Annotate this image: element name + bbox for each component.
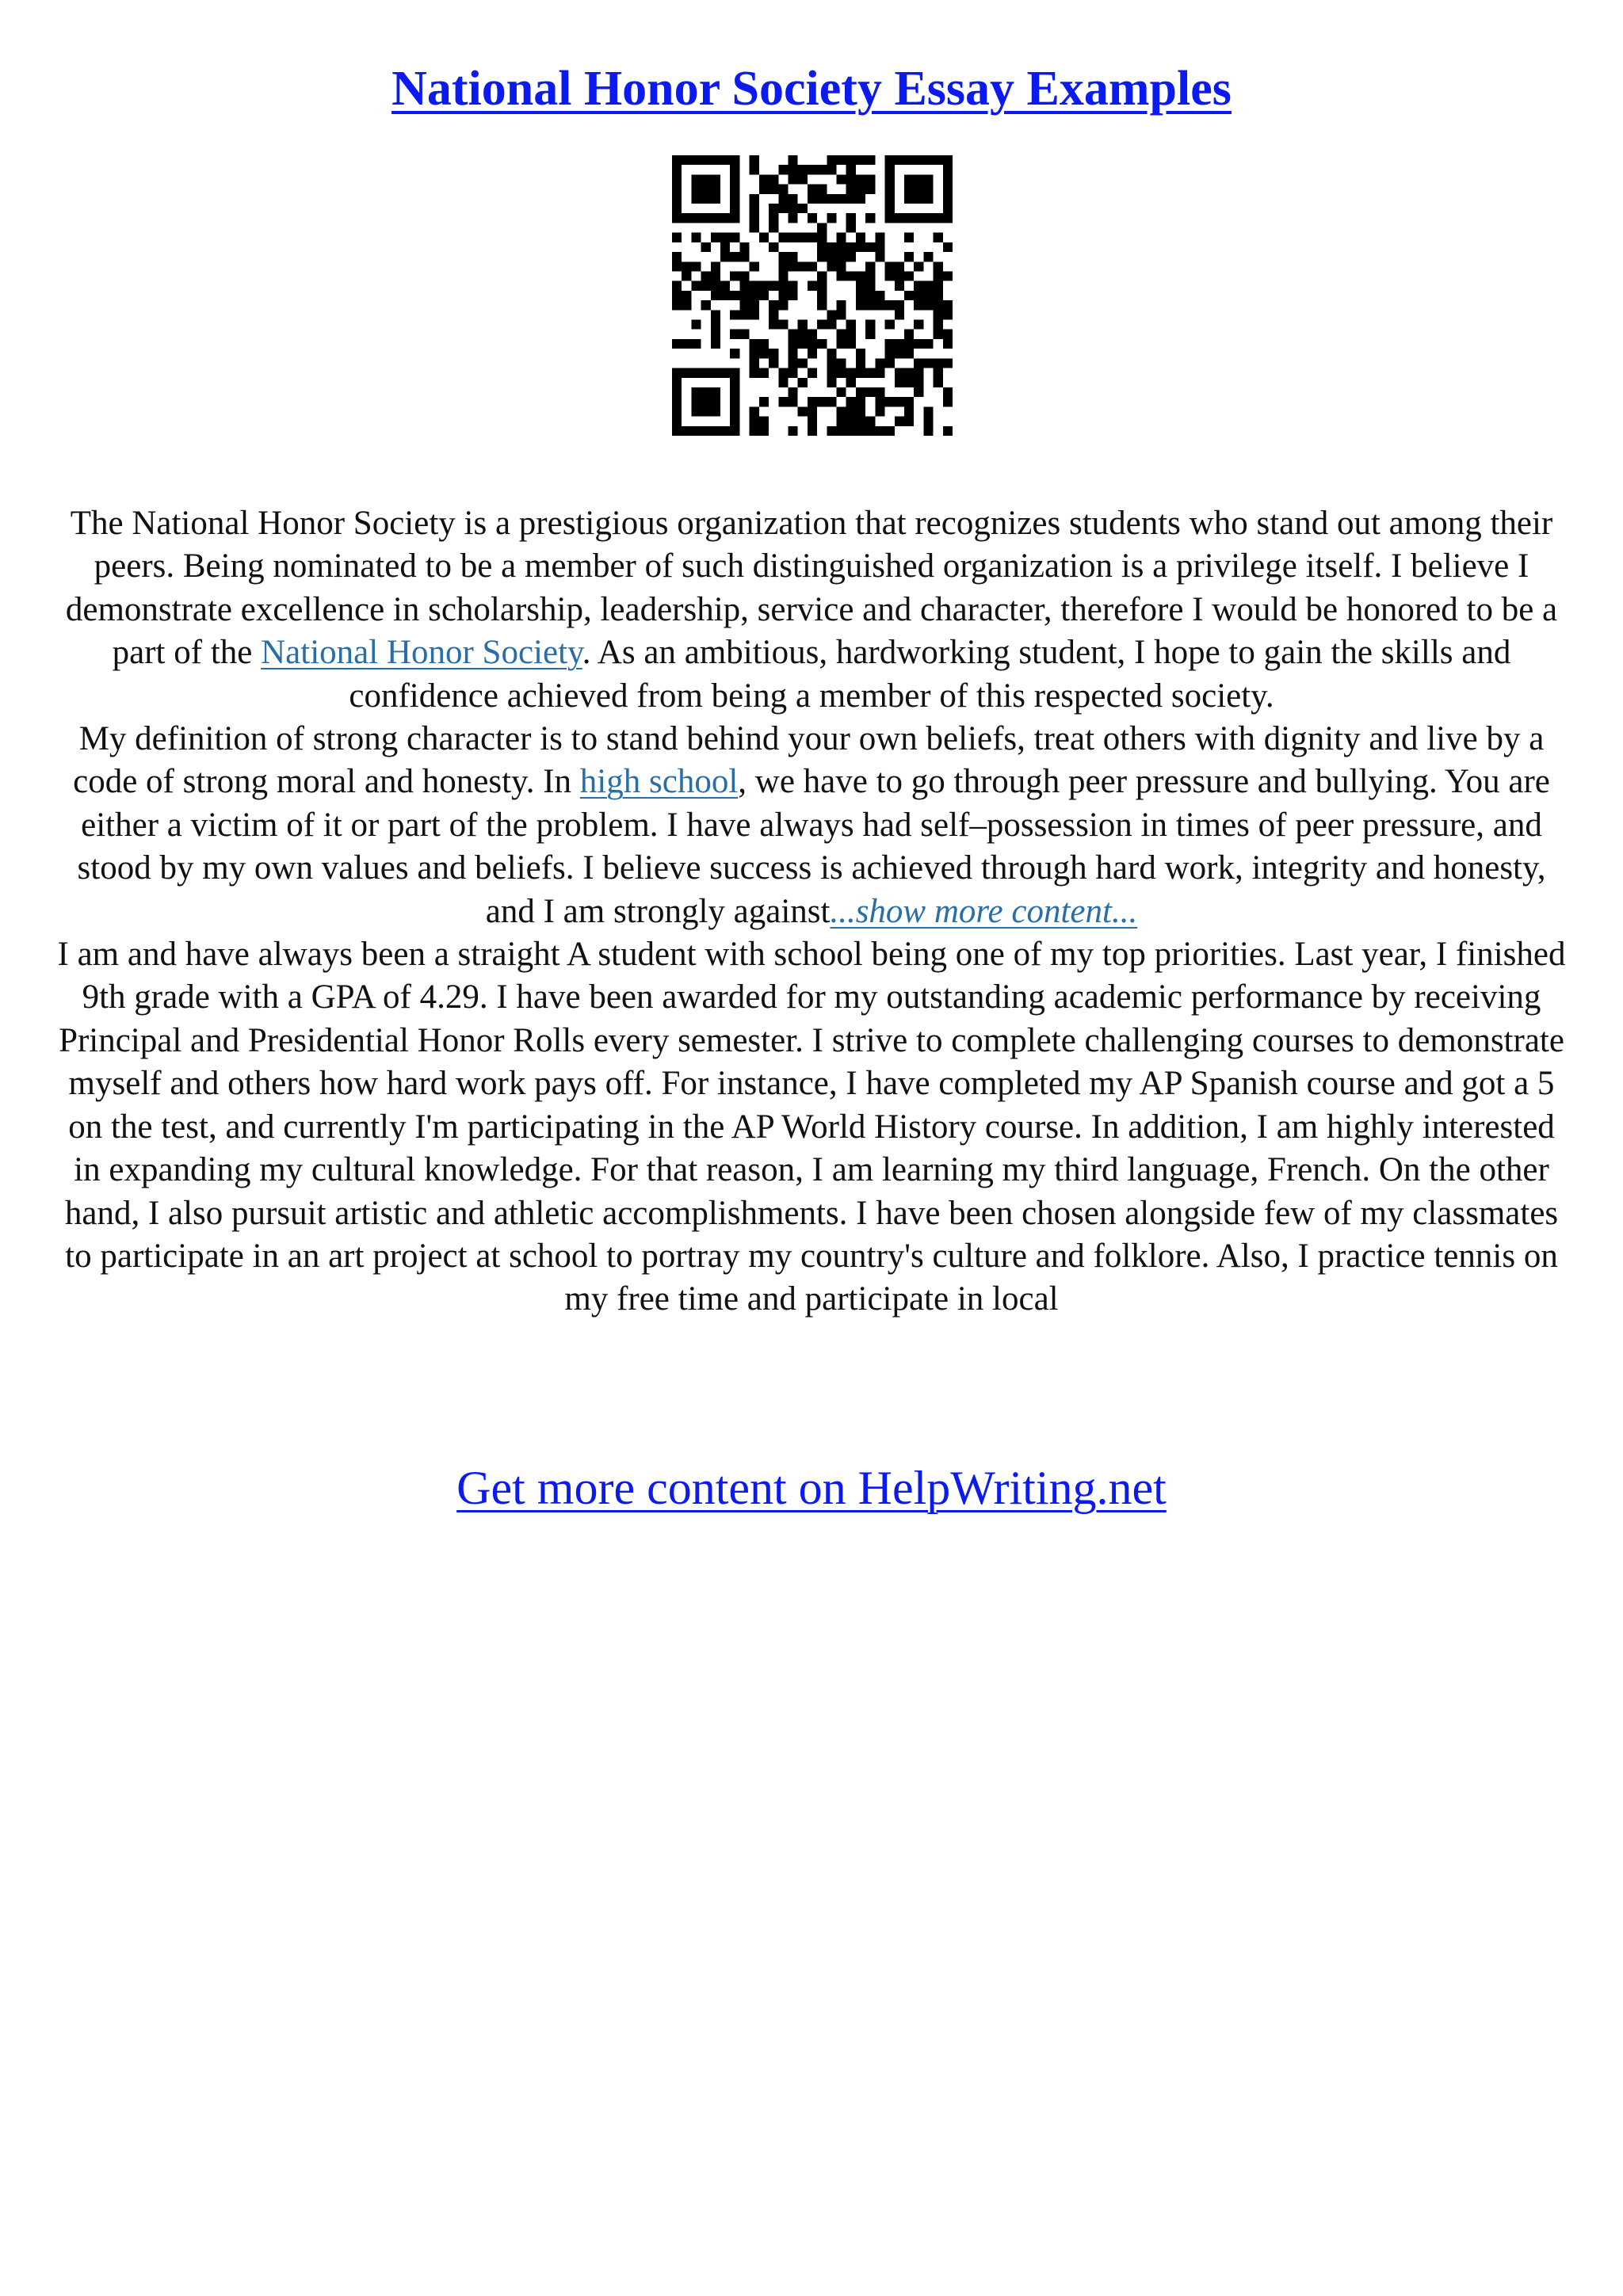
show-more-link[interactable]: ...show more content... xyxy=(830,892,1138,930)
high-school-link[interactable]: high school xyxy=(579,763,739,801)
paragraph-text: My definition of strong character is to stand behind your own beliefs, treat others with dignity and live by a code of strong moral and honesty. In xyxy=(73,720,1545,801)
paragraph-text: The National Honor Society is a prestigious organization that recognizes students who stand out among their peers. Being nominated to be a member of such distinguished organization is a privilege itself. I believe I demonstrate excellence in scholarship, leadership, service and character, therefore I would be honored to be a part of the xyxy=(65,505,1558,672)
page-title[interactable]: National Honor Society Essay Examples xyxy=(391,62,1232,116)
essay-paragraph-2 xyxy=(55,718,1568,933)
essay-body xyxy=(55,502,1568,1322)
helpwriting-link[interactable]: Get more content on HelpWriting.net xyxy=(456,1462,1167,1514)
paragraph-text: , we have to go through peer pressure and bullying. You are either a victim of it or part of the problem. I have always had self–possession in times of peer pressure, and stood by my own values and beliefs. I believe success is achieved through hard work, integrity and honesty, and I am strongly against xyxy=(77,763,1550,930)
paragraph-text: . As an ambitious, hardworking student, I hope to gain the skills and confidence achieved from being a member of this respected society. xyxy=(349,634,1511,715)
essay-paragraph-3: I am and have always been a straight A student with school being one of my top priorities. Last year, I finished 9th grade with a GPA of 4.29. I have been awarded for my outstanding academic performance by receiving Principal and Presidential Honor Rolls every semester. I strive to complete challenging courses to demonstrate myself and others how hard work pays off. For instance, I have completed my AP Spanish course and got a 5 on the test, and currently I'm participating in the AP World History course. In addition, I am highly interested in expanding my cultural knowledge. For that reason, I am learning my third language, French. On the other hand, I also pursuit artistic and athletic accomplishments. I have been chosen alongside few of my classmates to participate in an art project at school to portray my country's culture and folklore. Also, I practice tennis on my free time and participate in local xyxy=(57,936,1566,1318)
qr-code-icon xyxy=(672,155,953,436)
national-honor-society-link[interactable]: National Honor Society xyxy=(261,634,582,672)
essay-paragraph-1 xyxy=(55,502,1568,718)
